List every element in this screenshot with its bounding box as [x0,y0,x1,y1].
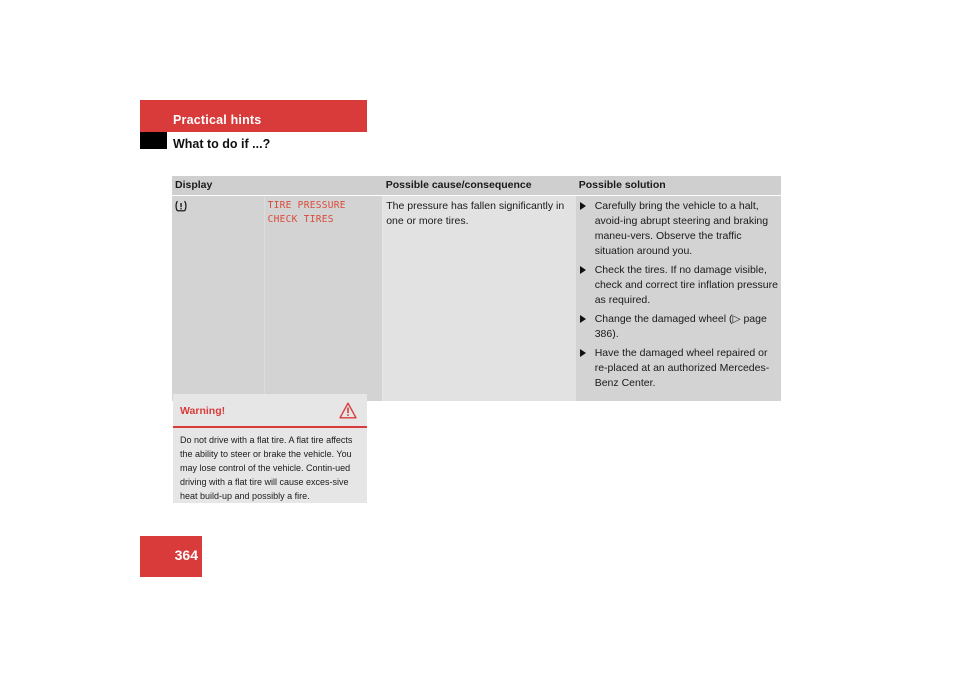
solution-text: Carefully bring the vehicle to a halt, avoid-ing abrupt steering and braking maneu-vers. Observe the traffic situation around you. [594,200,769,257]
section-header [140,100,367,132]
list-item [579,312,778,342]
bullet-arrow-icon [580,315,586,323]
page-subtitle: What to do if ...? [173,137,271,151]
list-item [579,346,778,391]
solution-list [579,199,778,391]
solution-cell [576,196,781,401]
list-item [579,263,778,308]
warning-header [173,394,367,428]
solution-text: Check the tires. If no damage visible, check and correct tire inflation pressure as required. [594,264,778,306]
column-header-display: Display [172,176,383,196]
display-icon-cell [172,196,264,401]
solution-text: Change the damaged wheel (▷ page 386). [594,313,767,340]
display-message-cell [264,196,383,401]
display-messages-table [172,176,781,401]
warning-text: Do not drive with a flat tire. A flat tire affects the ability to steer or brake the vehicle. You may lose control of the vehicle. Contin-ued driving with a flat tire will cause exces-sive heat build-up and possibly a fire. [180,435,353,501]
page-number-box [140,536,202,577]
warning-box [173,394,367,503]
display-message-line-1: TIRE PRESSURE [267,200,346,211]
display-message-line-2: CHECK TIRES [267,214,334,225]
cause-text: The pressure has fallen significantly in one or more tires. [386,200,565,227]
section-tab-marker [140,132,167,149]
table-row [172,196,781,401]
column-header-solution: Possible solution [576,176,781,196]
cause-cell [383,196,576,401]
bullet-arrow-icon [580,202,586,210]
page-number: 364 [174,547,198,563]
table-header-row [172,176,781,196]
bullet-arrow-icon [580,349,586,357]
warning-triangle-icon [339,402,357,419]
bullet-arrow-icon [580,266,586,274]
tire-pressure-warning-icon [175,200,187,212]
solution-text: Have the damaged wheel repaired or re-placed at an authorized Mercedes-Benz Center. [594,347,770,389]
warning-title: Warning! [180,405,226,417]
column-header-cause: Possible cause/consequence [383,176,576,196]
list-item [579,199,778,259]
section-title: Practical hints [173,113,262,127]
